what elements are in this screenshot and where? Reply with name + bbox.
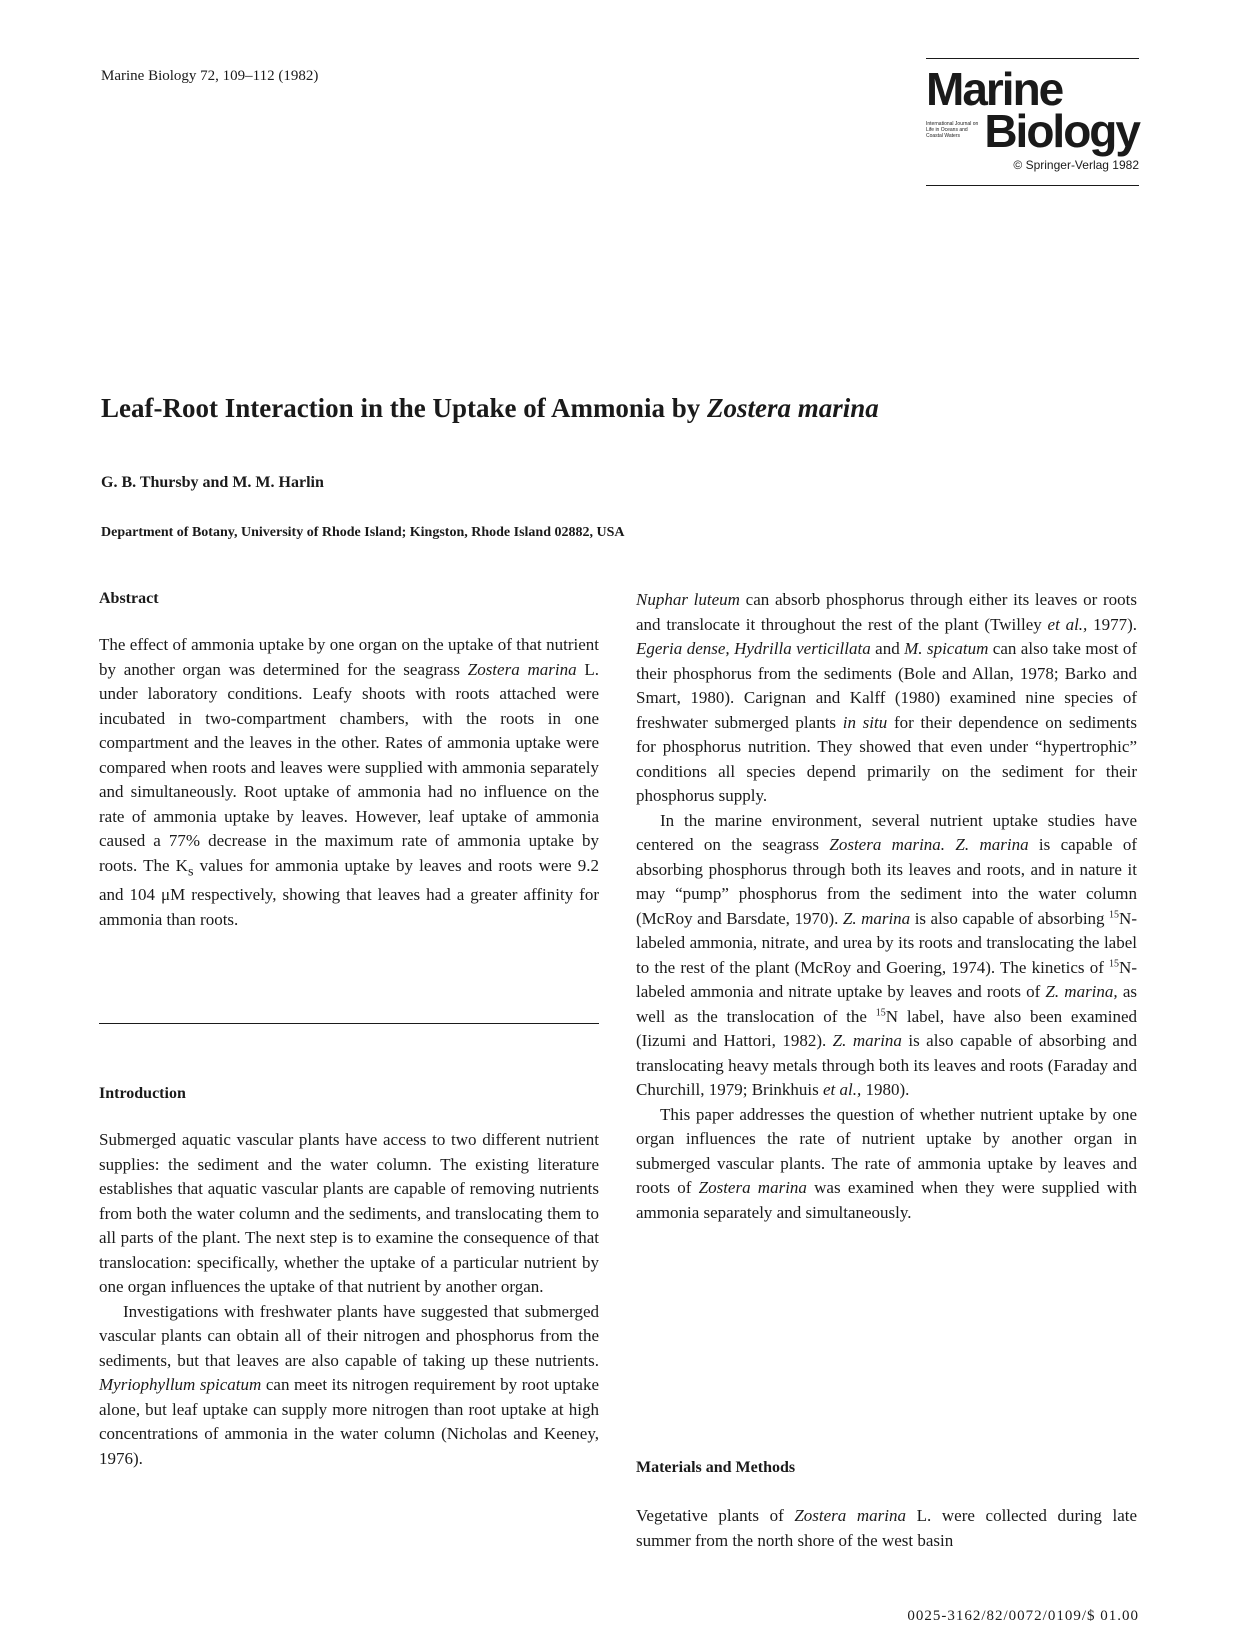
logo-top-rule: [926, 58, 1139, 59]
methods-body: [636, 1504, 1137, 1553]
intro-paragraph-2-start: Investigations with freshwater plants have suggested that submerged vascular plants can obtain all of their nitrogen and phosphorus from the sediments, but that leaves are also capable of taking up these nutrients. Myriophyllum spicatum can meet its nitrogen requirement by root uptake alone, but leaf uptake can supply more nitrogen than root uptake at high concentrations of ammonia in the water column (Nicholas and Keeney, 1976).: [99, 1301, 600, 1468]
intro-paragraph-2-cont: Nuphar luteum can absorb phosphorus through either its leaves or roots and translocate it throughout the rest of the plant (Twilley et al., 1977). Egeria dense, Hydrilla verticillata and M. spicatum can also take most of their phosphorus from the sediments (Bole and Allan, 1978; Barko and Smart, 1980). Carignan and Kalff (1980) examined nine species of freshwater submerged plants in situ for their dependence on sediments for phosphorus nutrition. They showed that even under “hypertrophic” conditions all species depend primarily on the sediment for their phosphorus supply.: [636, 590, 1138, 805]
introduction-heading: Introduction: [99, 1085, 186, 1102]
title-text: Leaf-Root Interaction in the Uptake of Ammonia by: [101, 393, 707, 423]
abstract-divider: [99, 1023, 599, 1024]
publisher-copyright: © Springer-Verlag 1982: [1013, 158, 1139, 172]
introduction-body-right: [636, 588, 1137, 1225]
methods-heading: Materials and Methods: [636, 1459, 796, 1476]
intro-paragraph-1: Submerged aquatic vascular plants have access to two different nutrient supplies: the sediment and the water column. The existing literature establishes that aquatic vascular plants are capable of removing nutrients from both the water column and the sediments, and translocating them to all parts of the plant. The next step is to examine the consequence of that translocation: specifically, whether the uptake of a particular nutrient by one organ influences the uptake of that nutrient by another organ.: [99, 1130, 599, 1296]
intro-paragraph-3: In the marine environment, several nutrient uptake studies have centered on the seagrass Zostera marina. Z. marina is capable of absorbing phosphorus through both its leaves and roots, and in nature it may “pump” phosphorus from the sediment into the water column (McRoy and Barsdate, 1970). Z. marina is also capable of absorbing $^{15}$N-labeled ammonia, nitrate, and urea by its roots and translocating the label to the rest of the plant (McRoy and Goering, 1974). The kinetics of $^{15}$N-labeled ammonia and nitrate uptake by leaves and roots of Z. marina, as well as the translocation of the $^{15}$N label, have also been examined (Iizumi and Hattori, 1982). Z. marina is also capable of absorbing and translocating heavy metals through both its leaves and roots (Faraday and Churchill, 1979; Brinkhuis et al., 1980).: [636, 810, 1138, 1099]
abstract-paragraph: The effect of ammonia uptake by one organ on the uptake of that nutrient by another organ was determined for the seagrass Zostera marina L. under laboratory conditions. Leafy shoots with roots attached were incubated in two-compartment chambers, with the roots in one compartment and the leaves in the other. Rates of ammonia uptake were compared when roots and leaves were supplied with ammonia separately and simultaneously. Root uptake of ammonia had no influence on the rate of ammonia uptake by leaves. However, leaf uptake of ammonia caused a 77% decrease in the maximum rate of ammonia uptake by roots. The $K_s$ values for ammonia uptake by leaves and roots were 9.2 and 104 μM respectively, showing that leaves had a greater affinity for ammonia than roots.: [99, 635, 600, 929]
title-species: Zostera marina: [706, 393, 879, 423]
abstract-body: [99, 633, 599, 932]
logo-word-marine: Marine: [926, 63, 1063, 115]
affiliation: Department of Botany, University of Rhode Island; Kingston, Rhode Island 02882, USA: [101, 525, 625, 540]
methods-paragraph-1: Vegetative plants of Zostera marina L. were collected during late summer from the north shore of the west basin: [636, 1506, 1138, 1550]
article-code: 0025-3162/82/0072/0109/$ 01.00: [907, 1608, 1139, 1624]
journal-logo: [926, 58, 1139, 186]
journal-citation: Marine Biology 72, 109–112 (1982): [101, 68, 319, 84]
introduction-body-left: [99, 1128, 599, 1471]
article-title: [101, 393, 879, 424]
authors: G. B. Thursby and M. M. Harlin: [101, 474, 324, 491]
logo-subtitle: International Journal on Life in Oceans and Coastal Waters: [926, 121, 979, 139]
intro-paragraph-4: This paper addresses the question of whether nutrient uptake by one organ influences the rate of nutrient uptake by another organ in submerged vascular plants. The rate of ammonia uptake by leaves and roots of Zostera marina was examined when they were supplied with ammonia separately and simultaneously.: [636, 1104, 1137, 1222]
logo-word-biology: Biology: [984, 105, 1139, 157]
logo-bottom-rule: [926, 185, 1139, 186]
abstract-heading: Abstract: [99, 590, 159, 607]
